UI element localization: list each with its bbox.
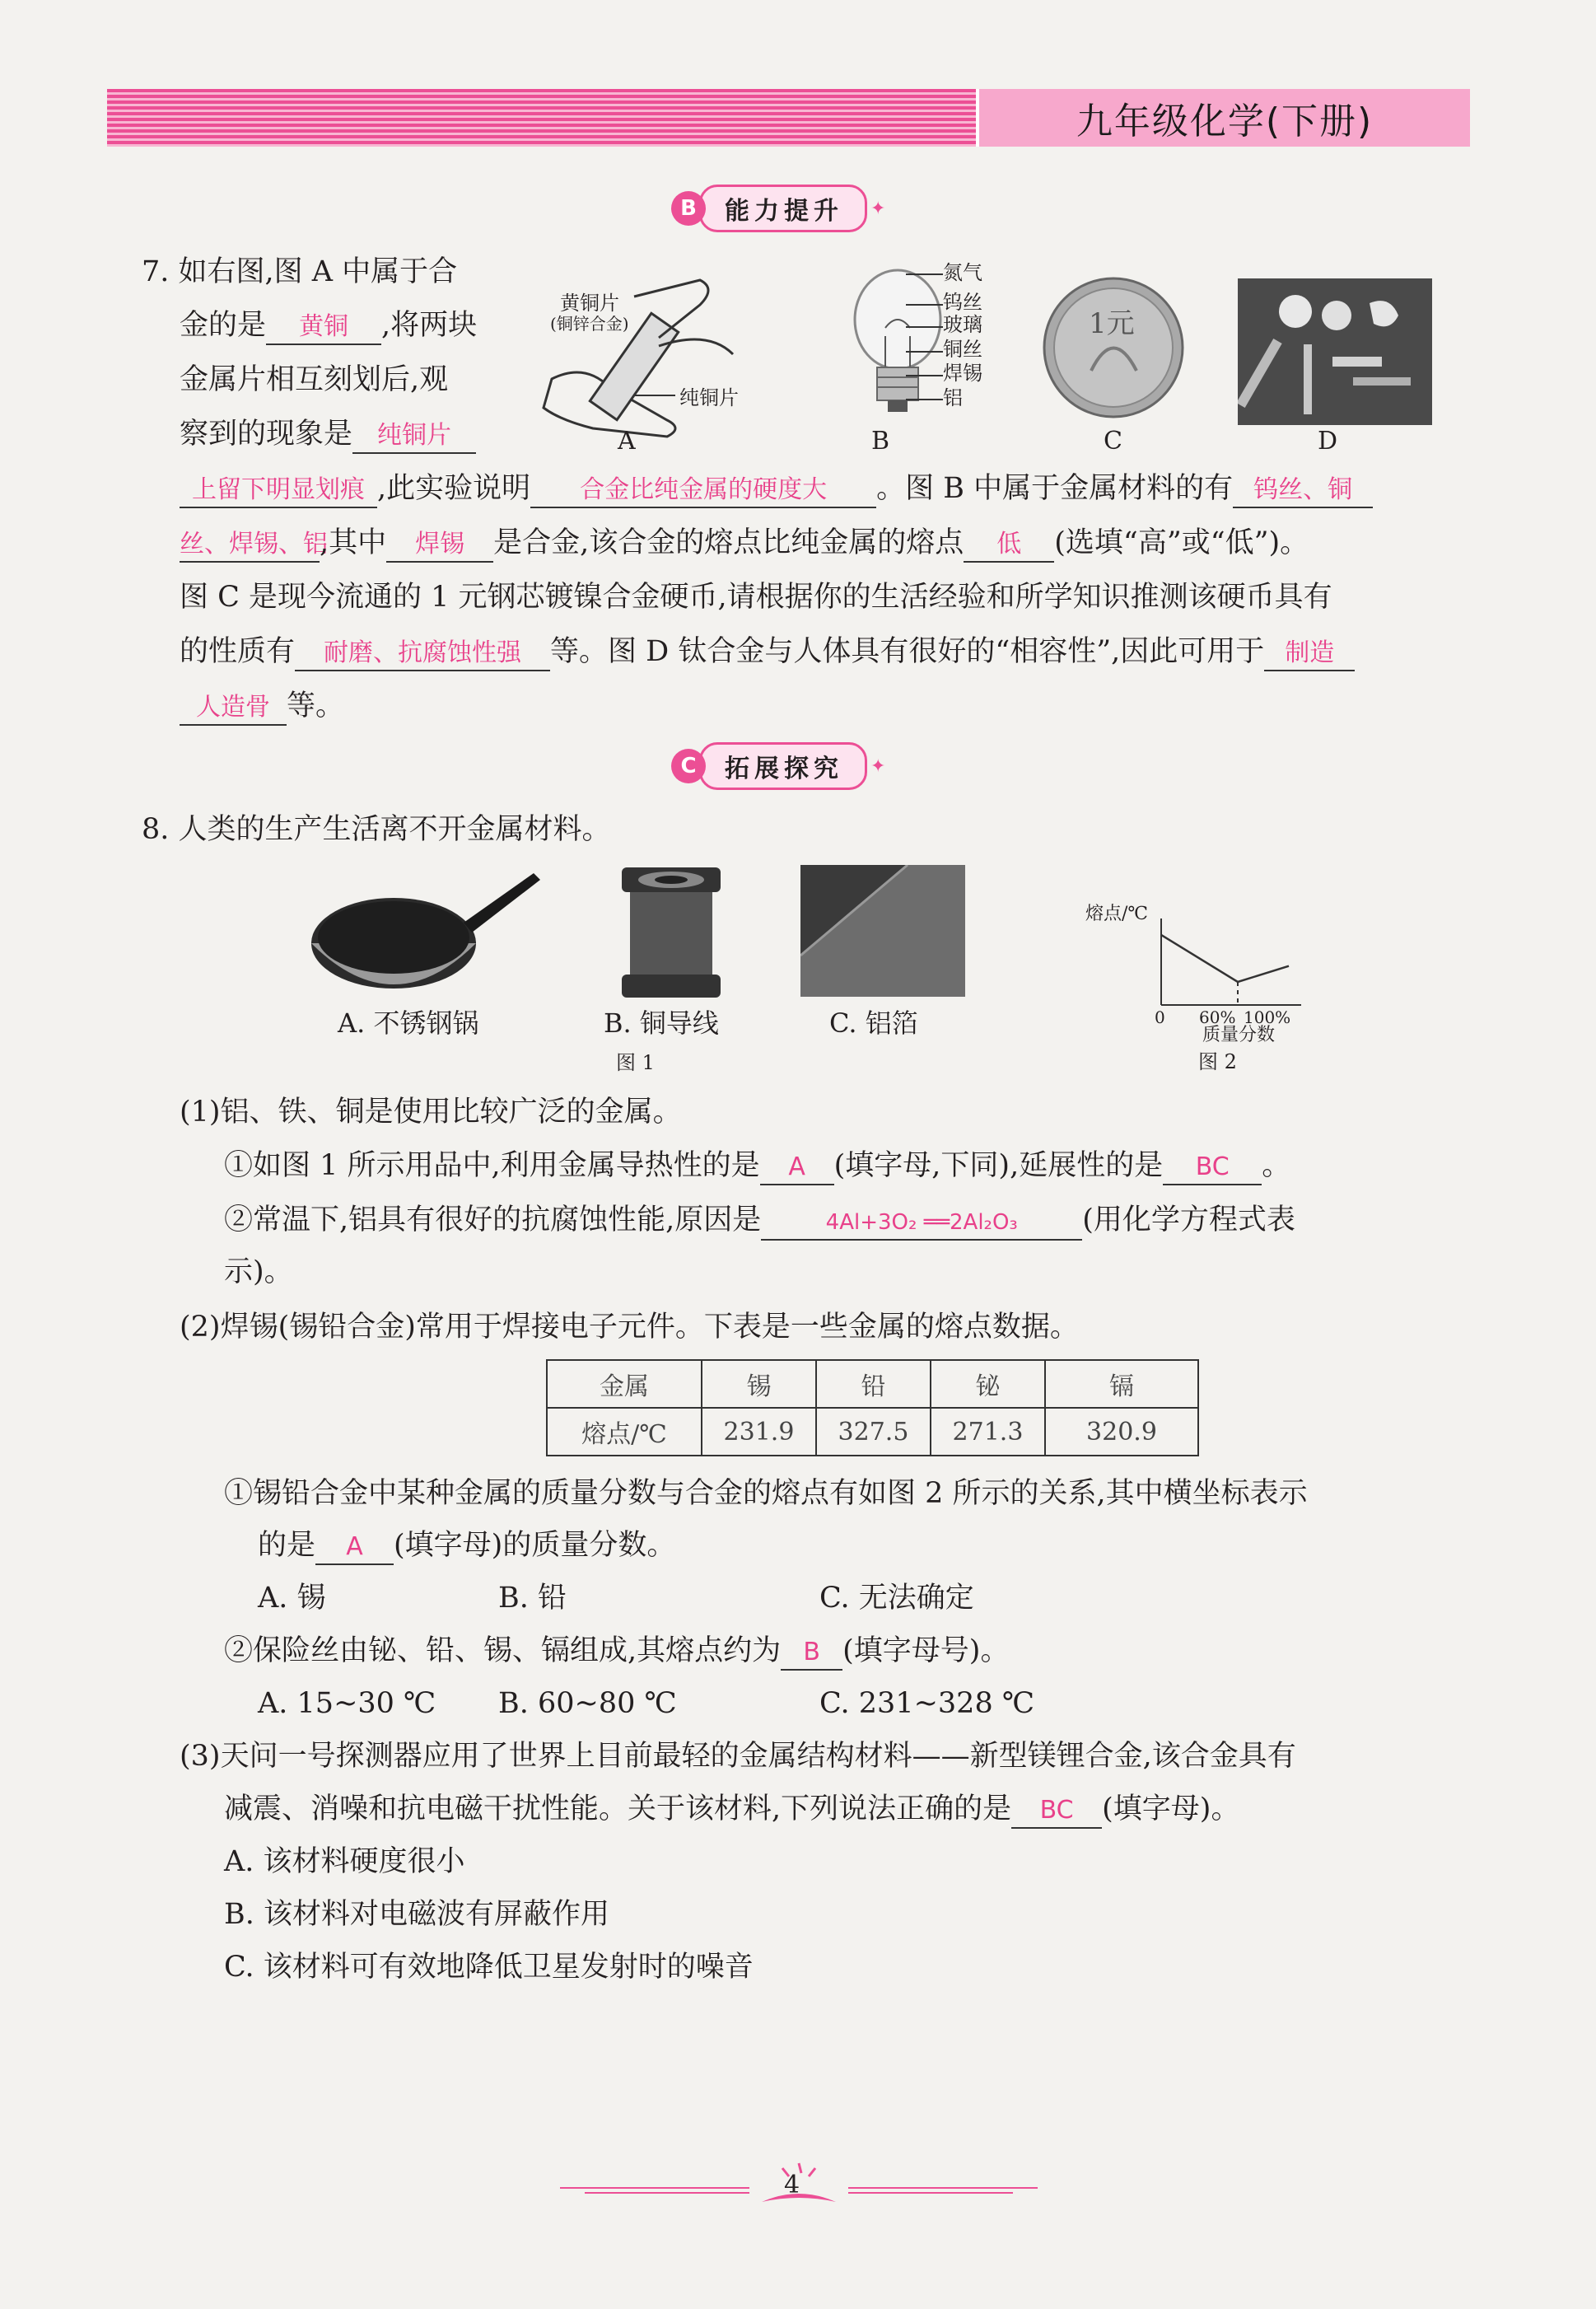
- table-cell: 熔点/℃: [547, 1408, 702, 1456]
- fig-letter-b: B: [871, 427, 890, 456]
- table-cell: 231.9: [702, 1408, 816, 1456]
- fig-letter-a: A: [618, 427, 636, 456]
- fig2-tick: 60%: [1199, 1007, 1236, 1027]
- q7-line2: 金的是 黄铜 ,将两块: [180, 305, 477, 346]
- q8-part3: (3)天问一号探测器应用了世界上目前最轻的金属结构材料——新型镁锂合金,该合金具有: [180, 1740, 1296, 1773]
- fig-letter-c: C: [1104, 427, 1122, 456]
- fig2-title: 图 2: [1198, 1050, 1237, 1073]
- q8-opt: A. 锡: [258, 1582, 326, 1615]
- q8-opt: C. 231~328 ℃: [819, 1687, 1034, 1720]
- star-icon: ✦: [870, 198, 886, 219]
- q8-part3-cont: 减震、消噪和抗电磁干扰性能。关于该材料,下列说法正确的是 BC (填字母)。: [224, 1788, 1239, 1830]
- q8-opt: B. 铅: [498, 1582, 567, 1615]
- figure-c-coin: [1042, 276, 1186, 420]
- q7-line1: 7. 如右图,图 A 中属于合: [142, 255, 458, 288]
- section-badge-b: [671, 186, 885, 231]
- fig1-caption-c: C. 铝箔: [829, 1007, 918, 1039]
- q8-opt: B. 该材料对电磁波有屏蔽作用: [224, 1898, 609, 1931]
- answer-blank: 耐磨、抗腐蚀性强: [295, 637, 550, 671]
- fig2-ylabel: 熔点/℃: [1085, 904, 1149, 924]
- q8-opt: A. 15~30 ℃: [258, 1687, 436, 1720]
- header-band: [107, 89, 1470, 147]
- table-cell: 铋: [931, 1360, 1045, 1408]
- answer-blank: BC: [1011, 1794, 1102, 1829]
- q8-intro: 8. 人类的生产生活离不开金属材料。: [142, 813, 611, 846]
- fig-b-label: 钨丝: [943, 291, 982, 314]
- star-icon: ✦: [870, 755, 886, 777]
- answer-blank: 4Al+3O₂ ══2Al₂O₃: [761, 1206, 1082, 1241]
- fig-b-label: 铜丝: [943, 338, 982, 361]
- header-title: 九年级化学(下册): [976, 89, 1470, 147]
- answer-blank: 合金比纯金属的硬度大: [530, 474, 876, 508]
- q7-line9: 人造骨 等。: [180, 685, 344, 727]
- answer-blank: 低: [964, 528, 1054, 563]
- q8-part1-2-end: 示)。: [224, 1255, 293, 1288]
- fig-a-label-brass: 黄铜片: [560, 292, 619, 315]
- q7-line3: 金属片相互刻划后,观: [180, 363, 449, 396]
- fig2-tick: 100%: [1244, 1007, 1291, 1027]
- section-badge-c: [671, 744, 885, 788]
- coin-face-text: 1元: [1089, 307, 1135, 340]
- table-header-row: [547, 1360, 1198, 1408]
- fig-b-label: 焊锡: [943, 362, 982, 385]
- q8-part2-2: ②保险丝由铋、铅、锡、镉组成,其熔点约为 B (填字母号)。: [224, 1630, 1009, 1671]
- q8-part2: (2)焊锡(锡铅合金)常用于焊接电子元件。下表是一些金属的熔点数据。: [180, 1311, 1079, 1344]
- fig1-caption-b: B. 铜导线: [604, 1007, 719, 1039]
- melting-point-curve: [1161, 935, 1289, 982]
- section-letter: C: [671, 749, 706, 783]
- fig-b-label: 氮气: [943, 261, 982, 284]
- fig-b-label: 铝: [943, 386, 963, 409]
- fig1-caption-a: A. 不锈钢锅: [338, 1007, 479, 1039]
- section-title: 拓展探究: [699, 742, 867, 790]
- figure-copper-spool: [614, 863, 729, 1003]
- answer-blank: BC: [1163, 1151, 1262, 1185]
- table-cell: 271.3: [931, 1408, 1045, 1456]
- answer-blank: 制造: [1264, 637, 1355, 671]
- answer-blank: 纯铜片: [352, 419, 476, 454]
- answer-blank: B: [781, 1636, 842, 1671]
- fig-a-label-alloy: (铜锌合金): [550, 314, 629, 334]
- q7-line4: 察到的现象是 纯铜片: [180, 414, 476, 455]
- page-number: 4: [784, 2171, 800, 2199]
- answer-blank: 上留下明显划痕: [180, 474, 377, 508]
- figure-d-titanium-implants: [1238, 278, 1432, 425]
- q8-opt: C. 该材料可有效地降低卫星发射时的噪音: [224, 1951, 754, 1984]
- q7-line5: 上留下明显划痕 ,此实验说明 合金比纯金属的硬度大 。图 B 中属于金属材料的有 钨丝、铜: [180, 468, 1373, 509]
- table-cell: 金属: [547, 1360, 702, 1408]
- fig-b-label: 玻璃: [943, 313, 982, 336]
- answer-blank: A: [315, 1531, 394, 1565]
- table-cell: 锡: [702, 1360, 816, 1408]
- fig-a-label-copper: 纯铜片: [679, 386, 739, 409]
- q7-line8: 的性质有 耐磨、抗腐蚀性强 等。图 D 钛合金与人体具有很好的“相容性”,因此可用于 制造: [180, 631, 1355, 672]
- q8-part1: (1)铝、铁、铜是使用比较广泛的金属。: [180, 1096, 682, 1129]
- table-cell: 铅: [816, 1360, 931, 1408]
- section-letter: B: [671, 191, 706, 226]
- answer-blank: 丝、焊锡、铝: [180, 528, 320, 563]
- table-cell: 镉: [1045, 1360, 1198, 1408]
- fig1-title: 图 1: [616, 1051, 655, 1074]
- fig2-tick: 0: [1155, 1007, 1165, 1027]
- table-cell: 327.5: [816, 1408, 931, 1456]
- fig-b-leader-lines: [906, 268, 947, 408]
- q8-opt: A. 该材料硬度很小: [224, 1845, 465, 1878]
- q7-line7: 图 C 是现今流通的 1 元钢芯镀镍合金硬币,请根据你的生活经验和所学知识推测该硬币具有: [180, 581, 1332, 614]
- q8-part2-1-cont: 的是 A (填字母)的质量分数。: [258, 1525, 675, 1566]
- melting-point-table: [546, 1359, 1199, 1456]
- section-title: 能力提升: [699, 185, 867, 232]
- answer-blank: A: [760, 1151, 834, 1185]
- figure-pan: [311, 865, 542, 1005]
- q8-opt: B. 60~80 ℃: [498, 1687, 677, 1720]
- table-cell: 320.9: [1045, 1408, 1198, 1456]
- figure-aluminium-foil: [800, 865, 965, 997]
- q8-part2-1: ①锡铅合金中某种金属的质量分数与合金的熔点有如图 2 所示的关系,其中横坐标表示: [224, 1477, 1308, 1510]
- q8-part1-2: ②常温下,铝具有很好的抗腐蚀性能,原因是 4Al+3O₂ ══2Al₂O₃ (用化学方程式表: [224, 1199, 1295, 1241]
- answer-blank: 黄铜: [266, 311, 381, 345]
- q7-line6: 丝、焊锡、铝,其中 焊锡 是合金,该合金的熔点比纯金属的熔点 低 (选填“高”或“低”)。: [180, 522, 1309, 563]
- table-row: [547, 1408, 1198, 1456]
- answer-blank: 焊锡: [386, 528, 493, 563]
- fig2-xlabel: 质量分数: [1202, 1025, 1276, 1045]
- fig-letter-d: D: [1318, 427, 1338, 456]
- q8-opt: C. 无法确定: [819, 1582, 974, 1615]
- answer-blank: 钨丝、铜: [1233, 474, 1373, 508]
- answer-blank: 人造骨: [180, 691, 287, 726]
- q8-part1-1: ①如图 1 所示用品中,利用金属导热性的是 A (填字母,下同),延展性的是 BC 。: [224, 1145, 1290, 1186]
